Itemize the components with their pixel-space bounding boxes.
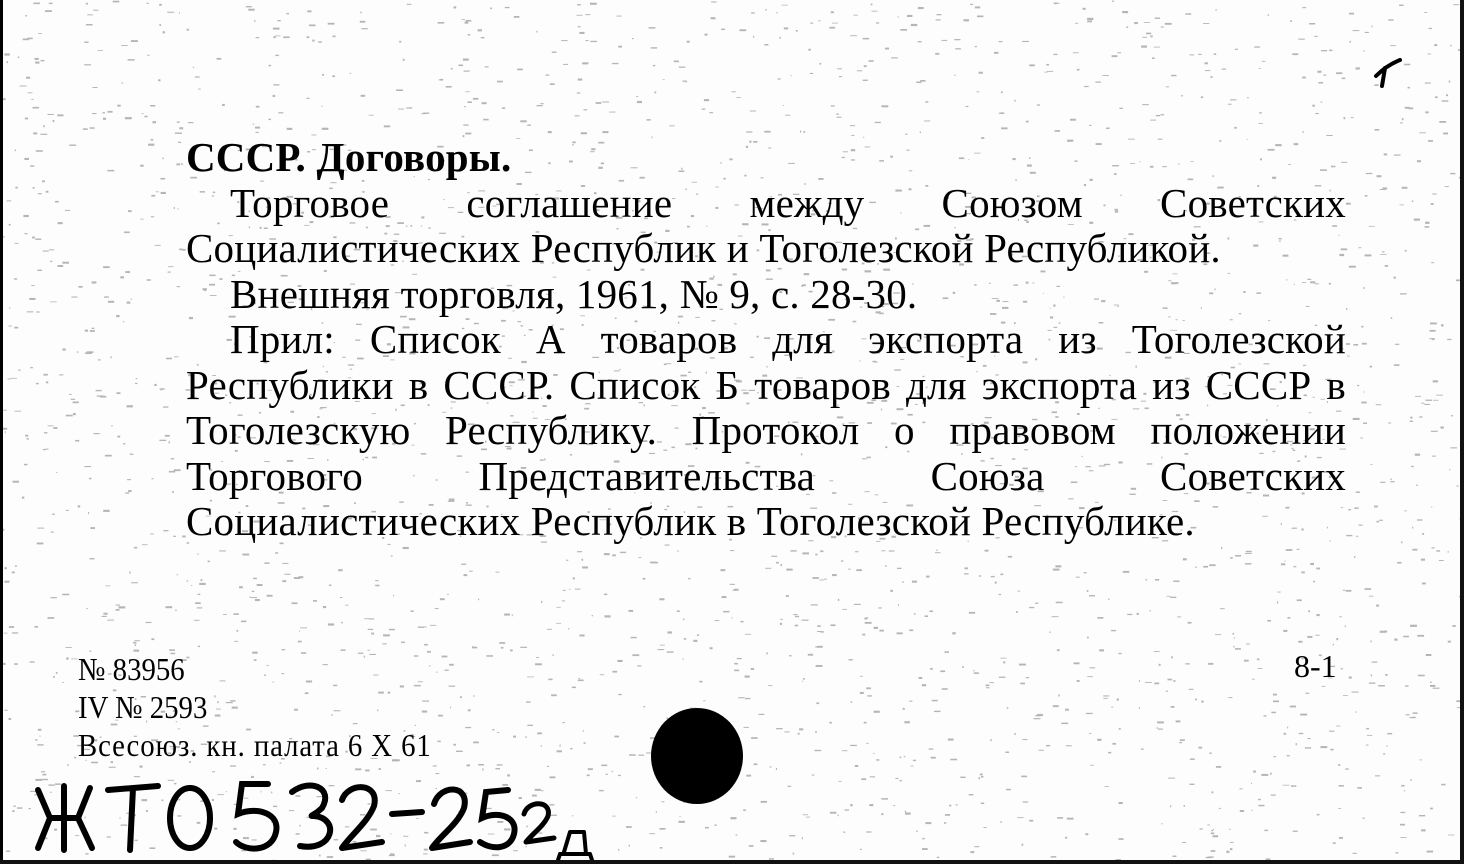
check-mark-icon [1370, 48, 1410, 88]
card-bottom-border [0, 860, 1464, 864]
card-right-border [1460, 0, 1464, 864]
catalog-entry-text [186, 135, 1346, 545]
section-number: IV № 2593 [78, 689, 208, 725]
record-number: № 83956 [78, 651, 185, 687]
entry-annex: Прил: Список А товаров для экспорта из Тоголезской Республики в СССР. Список Б товаров для экспорта из СССР в Тоголезскую Республику. Протокол о правовом положении Торгового Представительства Союза Советских Социалистических Республик в Тоголезской Республике. [186, 316, 1346, 544]
handwritten-shelfmark [30, 770, 600, 860]
punch-hole [651, 708, 743, 804]
card-left-border [0, 0, 3, 864]
issuer-line: Всесоюз. кн. палата 6 X 61 [78, 727, 432, 763]
price-code: 8-1 [1294, 648, 1337, 684]
entry-heading: СССР. Договоры. [186, 134, 512, 180]
entry-title: Торговое соглашение между Союзом Советских Социалистических Республик и Тоголезской Республикой. [186, 179, 1346, 271]
card-metadata [78, 650, 432, 764]
entry-source: Внешняя торговля, 1961, № 9, с. 28-30. [230, 270, 918, 317]
